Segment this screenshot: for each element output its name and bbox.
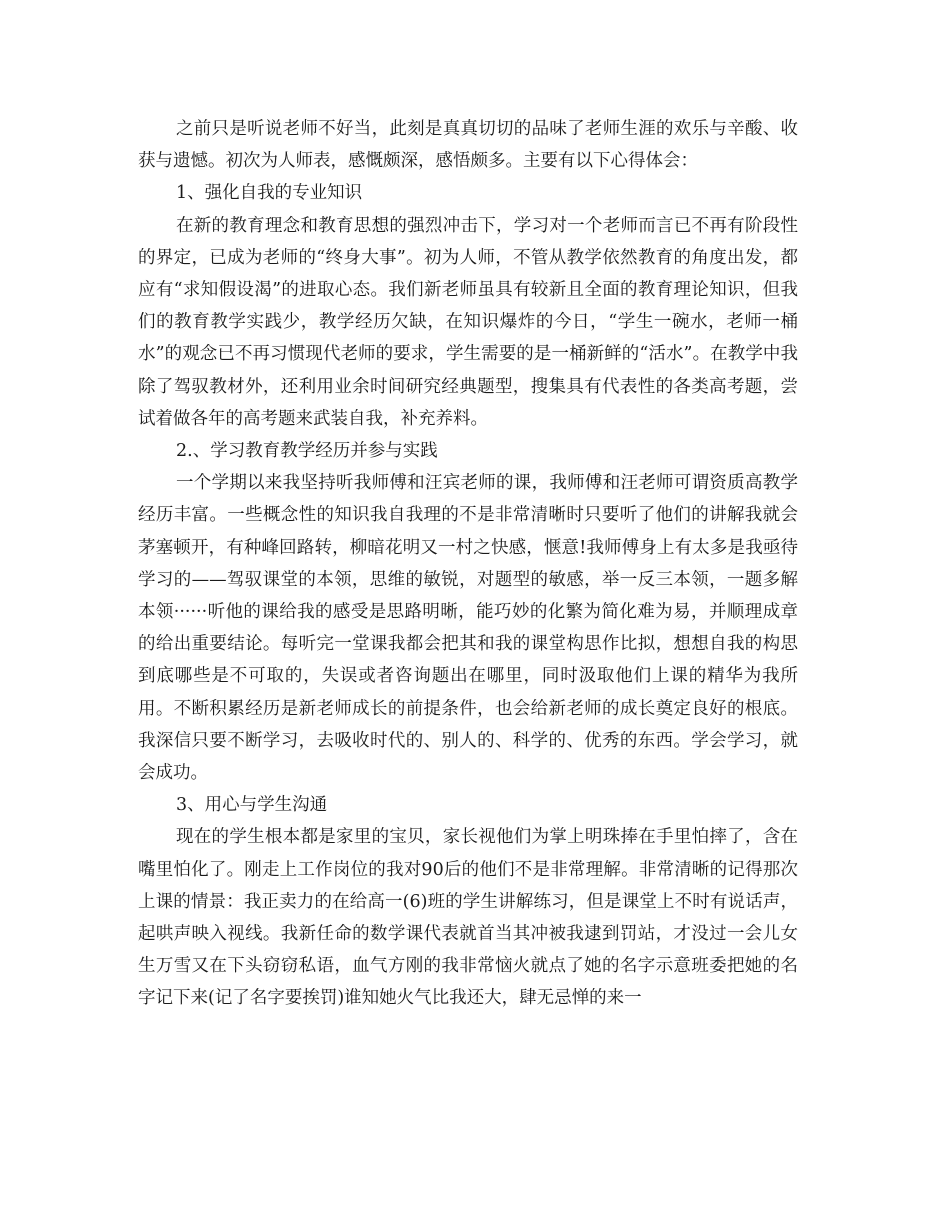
section-2-paragraph: 一个学期以来我坚持听我师傅和汪宾老师的课，我师傅和汪老师可谓资质高教学经历丰富。一些概念性的知识我自我理的不是非常清晰时只要听了他们的讲解我就会茅塞顿开，有种峰回路转，柳暗花明又一村之快感，惬意!我师傅身上有太多是我亟待学习的——驾驭课堂的本领，思维的敏锐，对题型的敏感，举一反三本领，一题多解本领······听他的课给我的感受是思路明晰，能巧妙的化繁为简化难为易，并顺理成章的给出重要结论。每听完一堂课我都会把其和我的课堂构思作比拟，想想自我的构思到底哪些是不可取的，失误或者咨询题出在哪里，同时汲取他们上课的精华为我所用。不断积累经历是新老师成长的前提条件，也会给新老师的成长奠定良好的根底。我深信只要不断学习，去吸收时代的、别人的、科学的、优秀的东西。学会学习，就会成功。: [138, 473, 798, 784]
section-heading-3: 3、用心与学生沟通: [176, 795, 328, 816]
intro-paragraph: 之前只是听说老师不好当，此刻是真真切切的品味了老师生涯的欢乐与辛酸、收获与遗憾。初次为人师表，感慨颇深，感悟颇多。主要有以下心得体会：: [138, 119, 798, 172]
section-heading-2: 2.、学习教育教学经历并参与实践: [176, 441, 438, 462]
section-1-paragraph: 在新的教育理念和教育思想的强烈冲击下，学习对一个老师而言已不再有阶段性的界定，已成为老师的“终身大事”。初为人师，不管从教学依然教育的角度出发，都应有“求知假设渴”的进取心态。我们新老师虽具有较新且全面的教育理论知识，但我们的教育教学实践少，教学经历欠缺，在知识爆炸的今日，“学生一碗水，老师一桶水”的观念已不再习惯现代老师的要求，学生需要的是一桶新鲜的“活水”。在教学中我除了驾驭教材外，还利用业余时间研究经典题型，搜集具有代表性的各类高考题，尝试着做各年的高考题来武装自我，补充养料。: [138, 215, 798, 429]
document-body: [138, 113, 798, 1015]
section-heading-1: 1、强化自我的专业知识: [176, 183, 363, 204]
section-3-paragraph: 现在的学生根本都是家里的宝贝，家长视他们为掌上明珠捧在手里怕摔了，含在嘴里怕化了。刚走上工作岗位的我对90后的他们不是非常理解。非常清晰的记得那次上课的情景：我正卖力的在给高一(6)班的学生讲解练习，但是课堂上不时有说话声，起哄声映入视线。我新任命的数学课代表就首当其冲被我逮到罚站，才没过一会儿女生万雪又在下头窃窃私语，血气方刚的我非常恼火就点了她的名字示意班委把她的名字记下来(记了名字要挨罚)谁知她火气比我还大，肆无忌惮的来一: [138, 827, 798, 1009]
